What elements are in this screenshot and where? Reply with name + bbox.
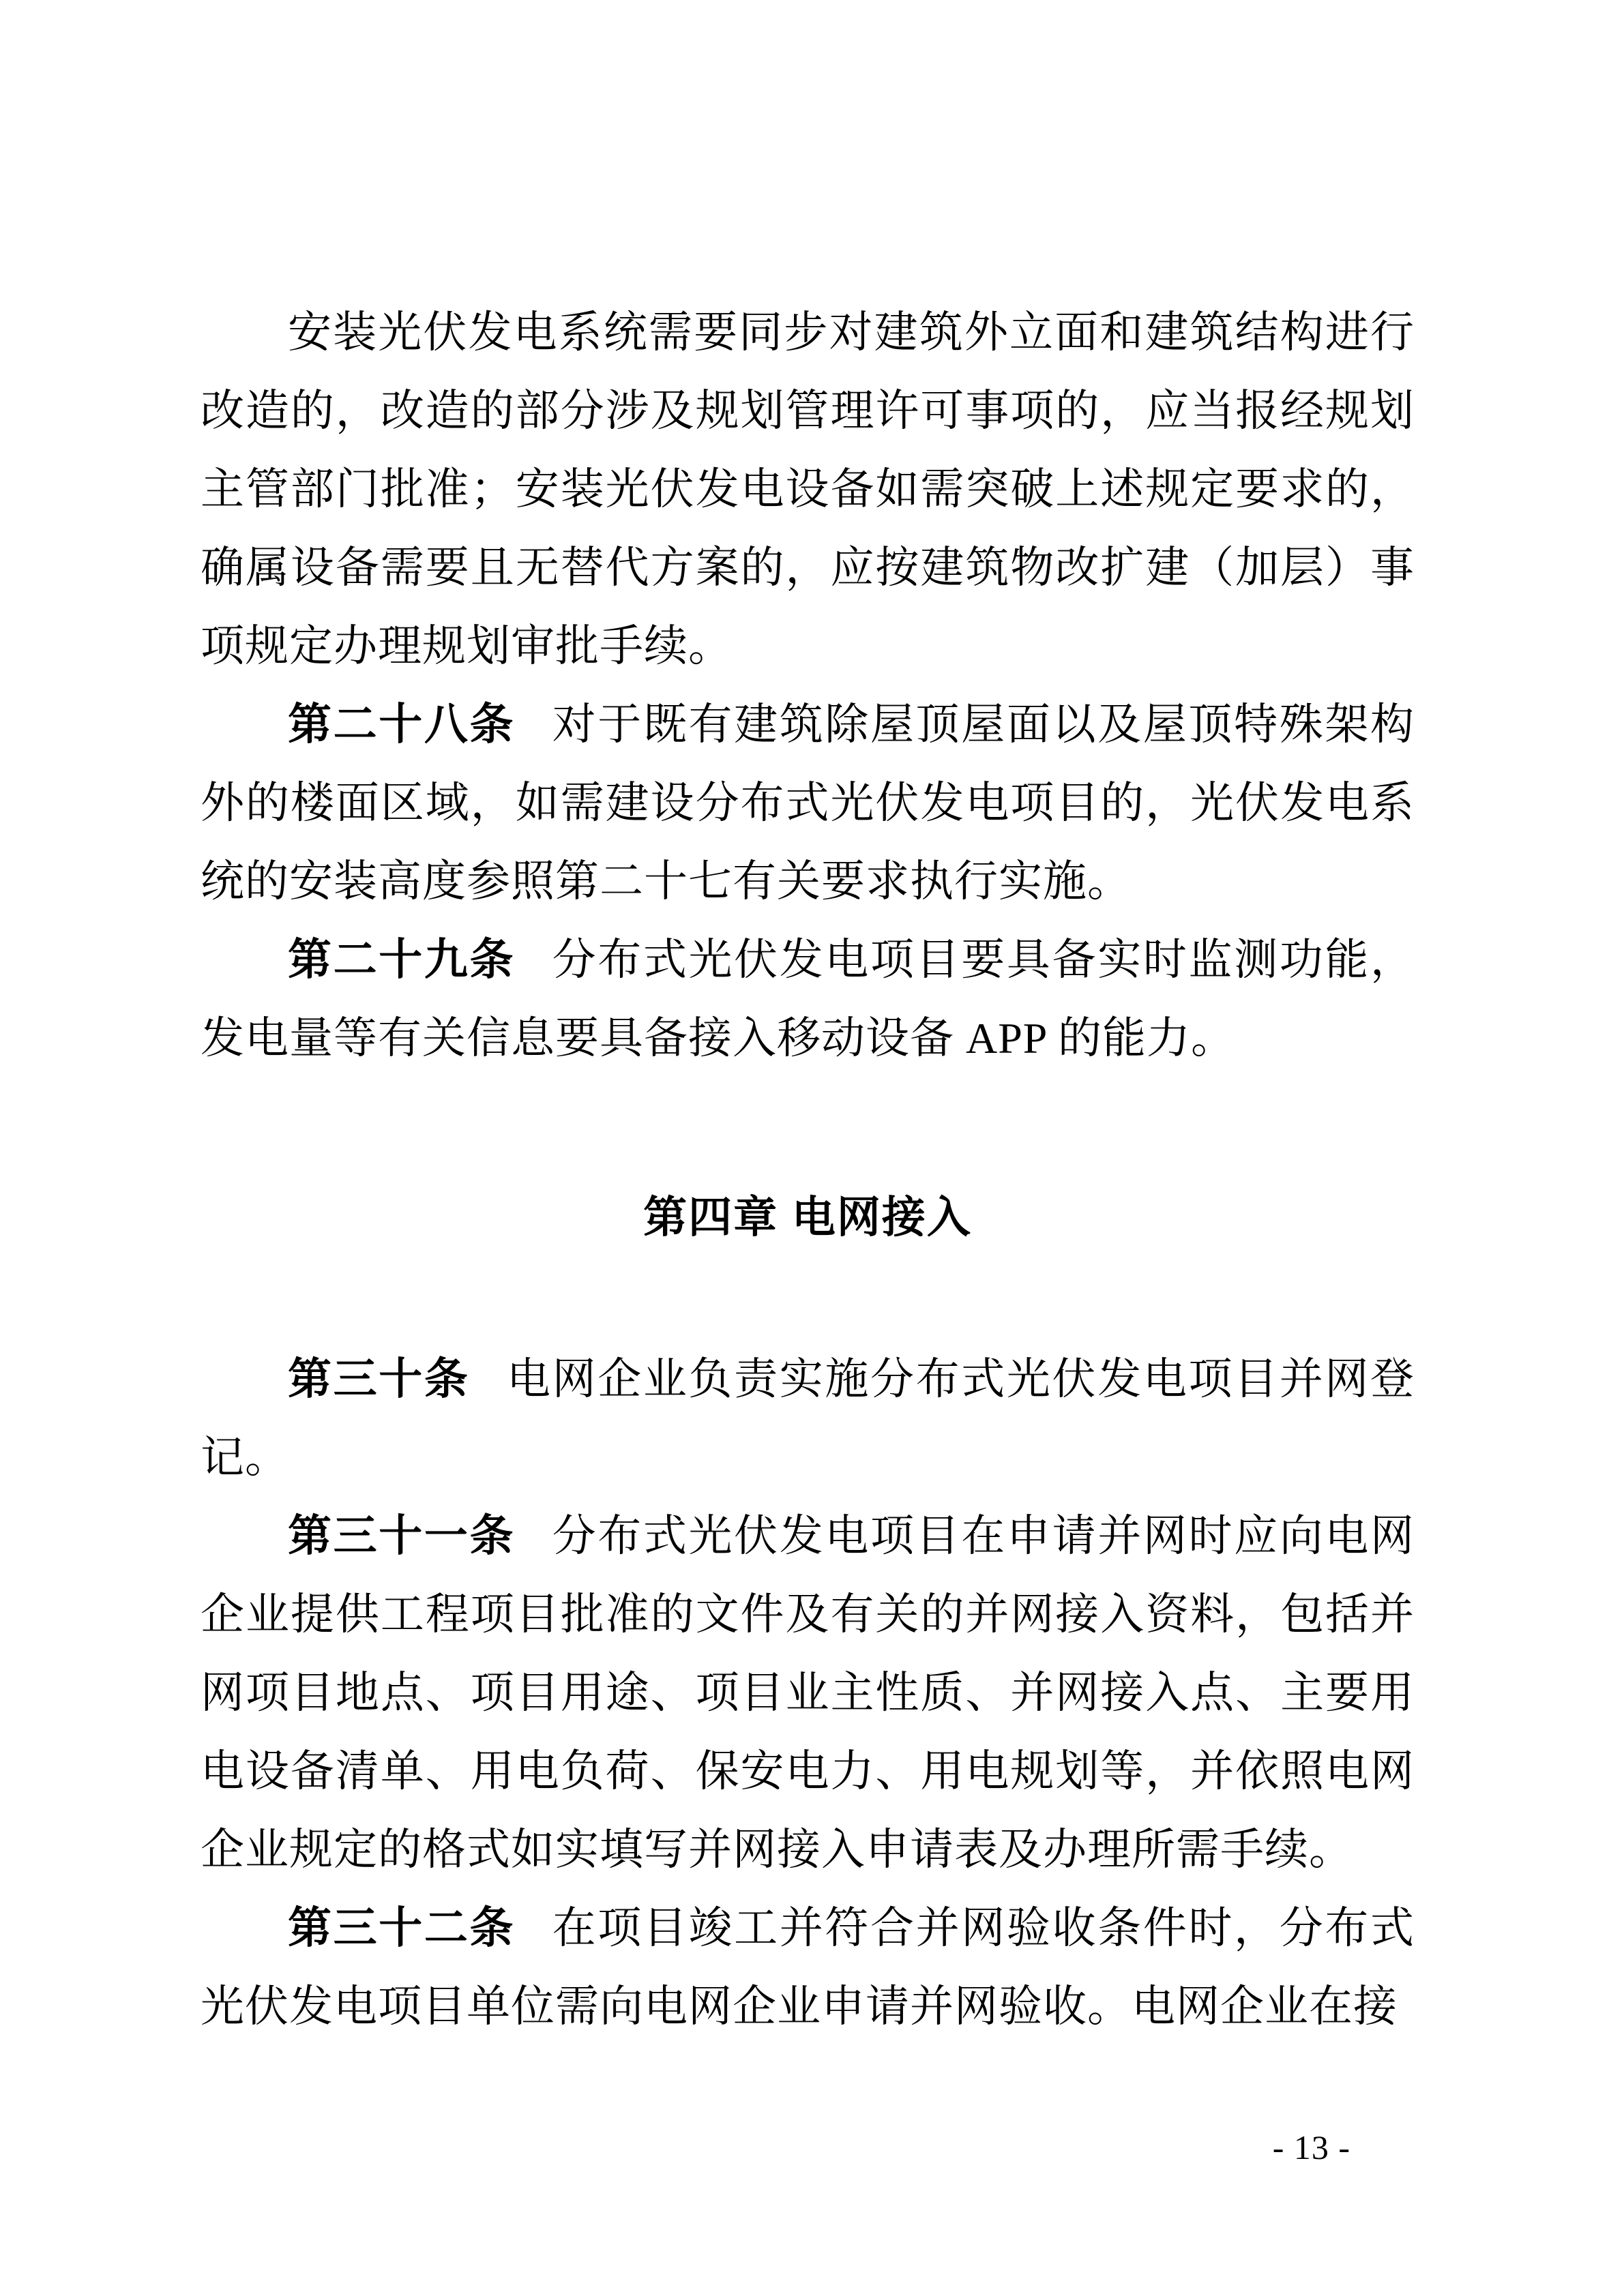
article-number: 第二十九条 bbox=[288, 936, 516, 984]
paragraph-text: 在项目竣工并符合并网验收条件时，分布式光伏发电项目单位需向电网企业申请并网验收。电网企业在接 bbox=[201, 1904, 1415, 2031]
paragraph-text: 电网企业负责实施分布式光伏发电项目并网登记。 bbox=[201, 1355, 1415, 1482]
article-number: 第三十条 bbox=[288, 1355, 470, 1403]
paragraph-text: 安装光伏发电系统需要同步对建筑外立面和建筑结构进行改造的，改造的部分涉及规划管理许可事项的，应当报经规划主管部门批准；安装光伏发电设备如需突破上述规定要求的，确属设备需要且无替代方案的，应按建筑物改扩建（加层）事项规定办理规划审批手续。 bbox=[201, 308, 1415, 670]
paragraph-article-28 bbox=[201, 685, 1415, 921]
paragraph-text: 分布式光伏发电项目在申请并网时应向电网企业提供工程项目批准的文件及有关的并网接入资料，包括并网项目地点、项目用途、项目业主性质、并网接入点、主要用电设备清单、用电负荷、保安电力、用电规划等，并依照电网企业规定的格式如实填写并网接入申请表及办理所需手续。 bbox=[201, 1512, 1415, 1874]
paragraph-continued-building-retrofit bbox=[201, 293, 1415, 685]
article-number: 第三十一条 bbox=[288, 1512, 516, 1560]
paragraph-article-32 bbox=[201, 1889, 1415, 2046]
article-number: 第三十二条 bbox=[288, 1904, 516, 1952]
article-number: 第二十八条 bbox=[288, 700, 516, 749]
paragraph-article-29 bbox=[201, 921, 1415, 1077]
paragraph-article-31 bbox=[201, 1497, 1415, 1889]
document-body bbox=[201, 293, 1415, 2046]
chapter-heading: 第四章 电网接入 bbox=[643, 1193, 972, 1242]
paragraph-article-30 bbox=[201, 1340, 1415, 1497]
page-number: - 13 - bbox=[1272, 2128, 1350, 2166]
paragraph-text: 分布式光伏发电项目要具备实时监测功能，发电量等有关信息要具备接入移动设备 APP 的能力。 bbox=[201, 936, 1415, 1062]
paragraph-text: 对于既有建筑除屋顶屋面以及屋顶特殊架构外的楼面区域，如需建设分布式光伏发电项目的，光伏发电系统的安装高度参照第二十七有关要求执行实施。 bbox=[201, 700, 1415, 906]
